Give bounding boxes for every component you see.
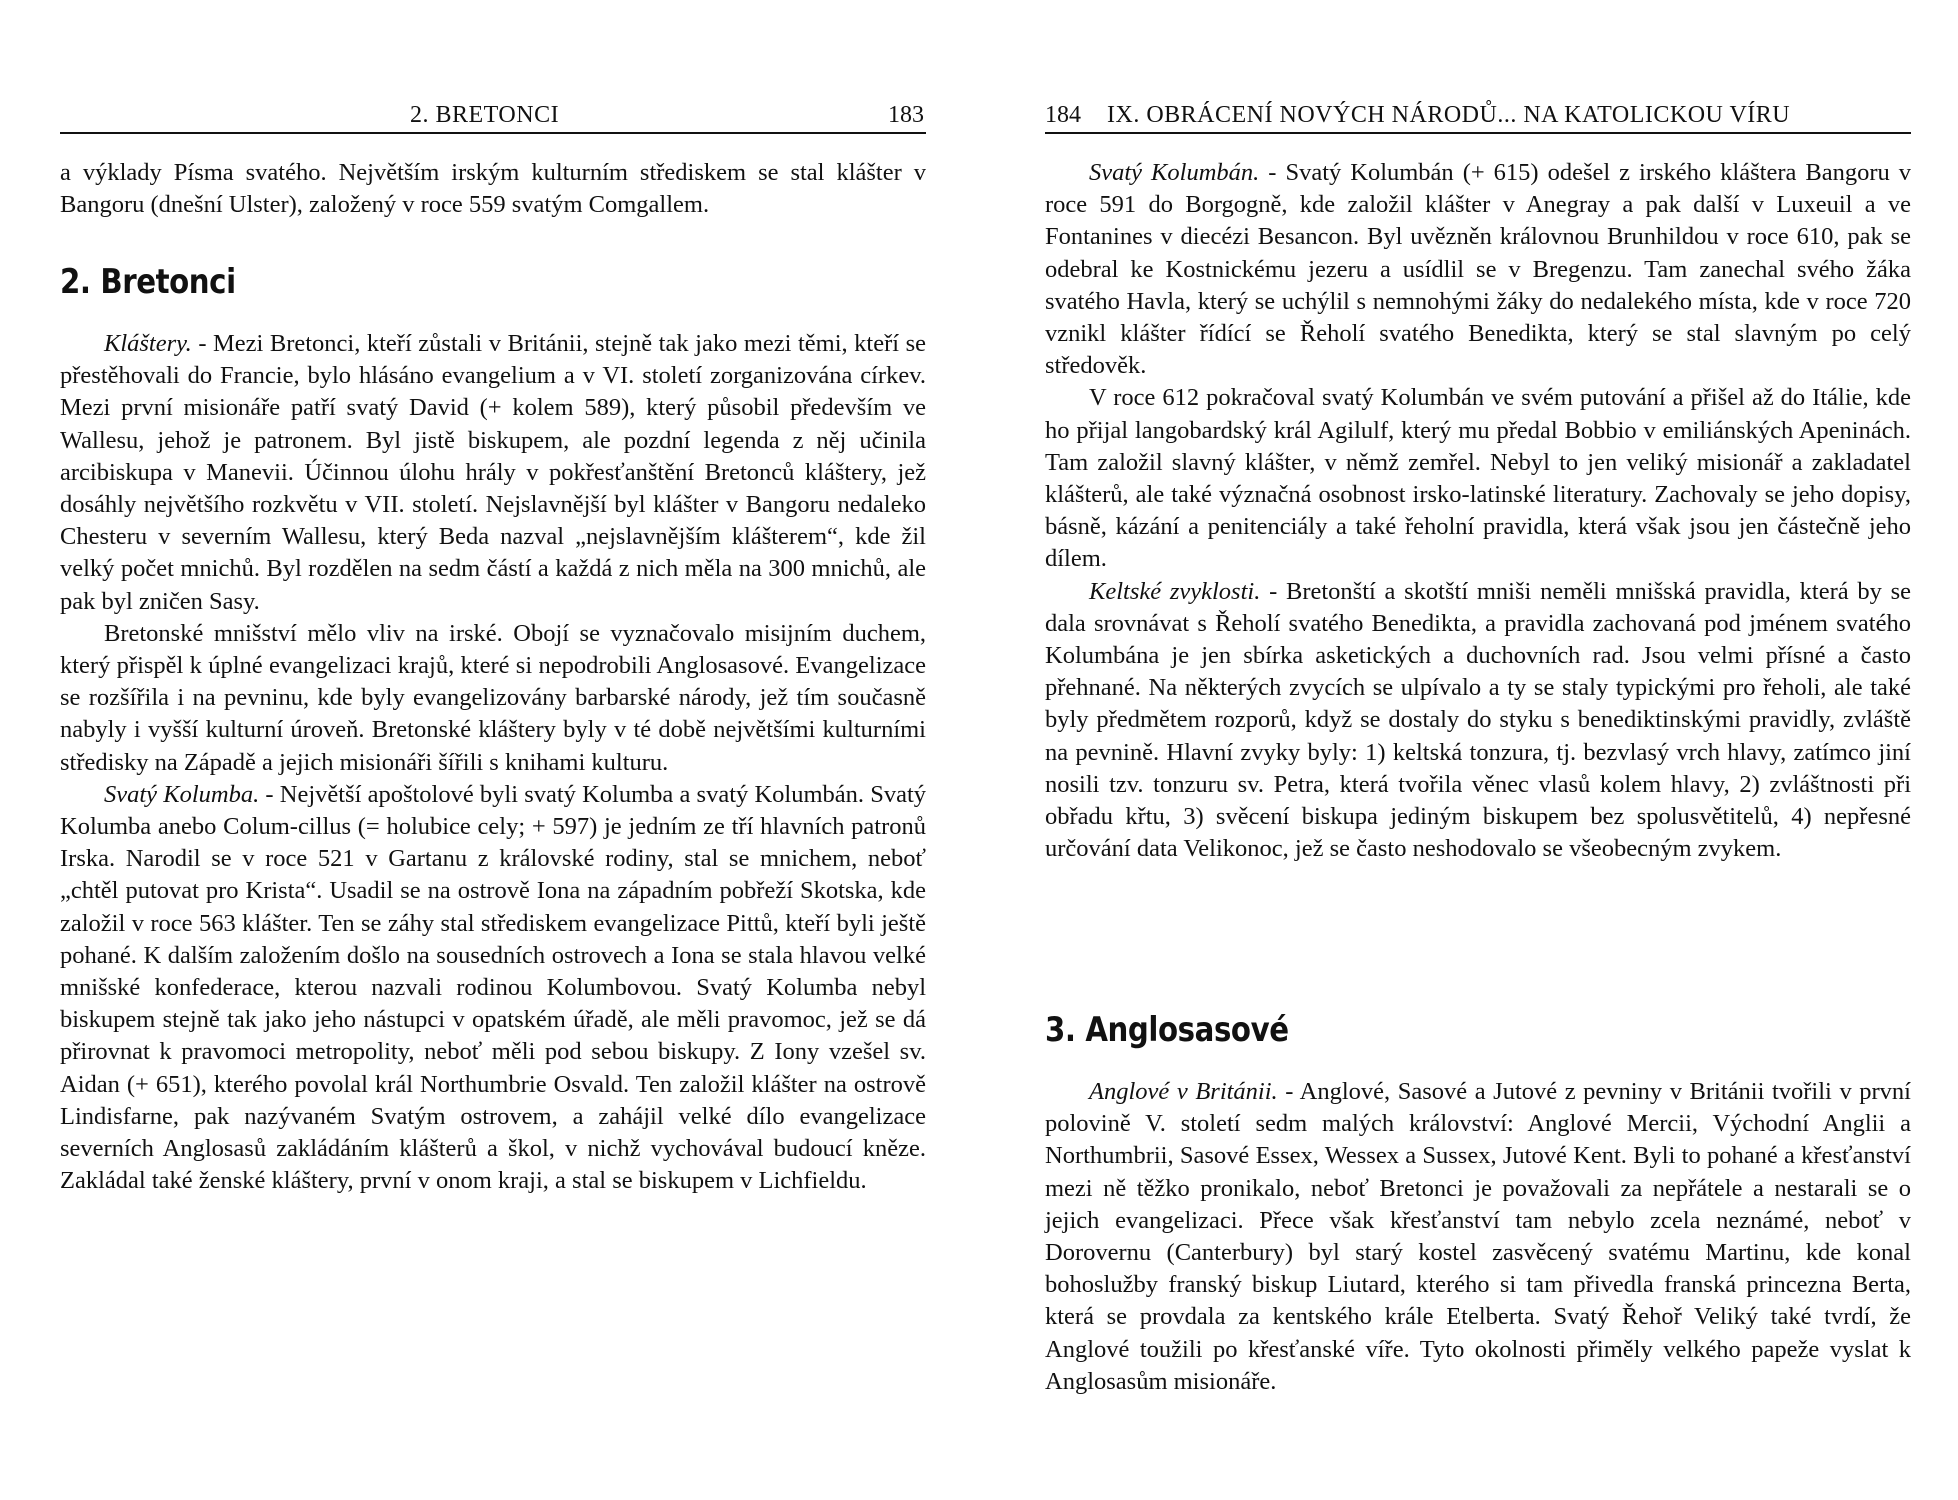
paragraph-text: - Bretonští a skotští mniši neměli mnišská pravidla, která by se dala srovnávat s Řeholí svatého Benedikta, a pravidla zachovaná pod jménem svatého Kolumbána je jen sbírka asketických a duchovních rad. Jsou velmi přísné a často přehnané. Na některých zvycích se ulpívalo a ty se staly typickými pro řeholi, ale také byly předmětem rozporů, když se dostaly do styku s benediktinskými pravidly, zvláště na pevnině. Hlavní zvyky byly: 1) keltská tonzura, tj. bezvlasý vrch hlavy, zatímco jiní nosili tzv. tonzuru sv. Petra, která tvořila věnec vlasů kolem hlavy, 2) zvláštnosti při obřadu křtu, 3) svěcení biskupa jediným biskupem bez spolusvětitelů, 4) nepřesné určování data Velikonoc, jež se často neshodovalo se všeobecným zvykem. [1045,577,1911,863]
right-page-number: 184 [1045,102,1081,128]
paragraph-lead: Kláštery. [104,330,192,357]
paragraph-text: - Mezi Bretonci, kteří zůstali v Británii, stejně tak jako mezi těmi, kteří se přestěhovali do Francie, bylo hlásáno evangelium a v VI. století zorganizována církev. Mezi první misionáře patří svatý David (+ kolem 589), který působil především ve Wallesu, jehož je patronem. Byl jistě biskupem, ale pozdní legenda z něj učinila arcibiskupa v Manevii. Účinnou úlohu hrály v pokřesťanštění Bretonců kláštery, jež dosáhly největšího rozkvětu v VII. století. Nejslavnější byl klášter v Bangoru nedaleko Chesteru v severním Wallesu, který Beda nazval „nejslavnějším klášterem“, kde žil velký počet mnichů. Byl rozdělen na sedm částí a každá z nich měla na 300 mnichů, ale pak byl zničen Sasy. [60,330,926,615]
right-body-bottom [1045,1076,1911,1398]
left-continued-text [60,157,926,221]
section-heading-bretonci: 2. Bretonci [60,262,236,302]
paragraph-lead: Anglové v Británii. [1089,1078,1278,1105]
paragraph-lead: Keltské zvyklosti. [1089,577,1261,605]
left-page [60,0,926,1500]
right-header-title: IX. OBRÁCENÍ NOVÝCH NÁRODŮ... NA KATOLICKOU VÍRU [1107,102,1791,128]
paragraph-svaty-kolumba [60,779,926,1198]
left-running-head [60,98,926,134]
paragraph-text: - Svatý Kolumbán (+ 615) odešel z irského kláštera Bangoru v roce 591 do Borgogně, kde založil klášter v Anegray a pak další v Luxeuil a ve Fontanines v diecézi Besancon. Byl uvězněn královnou Brunhildou v roce 610, pak se odebral ke Kostnickému jezeru a usídlil se v Bregenzu. Tam zanechal svého žáka svatého Havla, který se uchýlil s nemnohými žáky do nedalekého místa, kde v roce 720 vznikl klášter řídící se Řeholí svatého Benedikta, který se stal slavným po celý středověk. [1045,159,1911,380]
continued-paragraph: a výklady Písma svatého. Největším irským kulturním střediskem se stal klášter v Bangoru (dnešní Ulster), založený v roce 559 svatým Comgallem. [60,159,926,219]
left-header-title: 2. BRETONCI [410,102,560,128]
right-page [1045,0,1911,1500]
paragraph-klastery [60,328,926,618]
paragraph-v-roce-612 [1045,382,1911,575]
paragraph-text: - Anglové, Sasové a Jutové z pevniny v Británii tvořili v první polovině V. století sedm malých království: Anglové Mercii, Východní Anglii a Northumbrii, Sasové Essex, Wessex a Sussex, Jutové Kent. Byli to pohané a křesťanství mezi ně těžko pronikalo, neboť Bretonci je považovali za nepřátele a nestarali se o jejich evangelizaci. Přece však křesťanství tam nebylo zcela neznámé, neboť v Dorovernu (Canterbury) byl starý kostel zasvěcený svatému Martinu, kde konal bohoslužby franský biskup Liutard, kterého si tam přivedla franská princezna Berta, která se provdala za kentského krále Etelberta. Svatý Řehoř Veliký také tvrdí, že Anglové toužili po křesťanské víře. Tyto okolnosti přiměly velkého papeže vyslat k Anglosasům misionáře. [1045,1078,1911,1395]
paragraph-anglove-v-britanii [1045,1076,1911,1398]
paragraph-text: V roce 612 pokračoval svatý Kolumbán ve svém putování a přišel až do Itálie, kde ho přijal langobardský král Agilulf, který mu předal Bobbio v emiliánských Apeninách. Tam založil slavný klášter, v němž zemřel. Nebyl to jen veliký misionář a zakladatel klášterů, ale také význačná osobnost irsko-latinské literatury. Zachovaly se jeho dopisy, básně, kázání a penitenciály a také řeholní pravidla, která však jsou jen částečně jeho dílem. [1045,384,1911,573]
paragraph-keltske-zvyklosti [1045,576,1911,866]
paragraph-lead: Svatý Kolumba. [104,780,260,808]
left-page-number: 183 [888,102,924,128]
paragraph-text: Bretonské mnišství mělo vliv na irské. Obojí se vyznačovalo misijním duchem, který přispěl k úplné evangelizaci krajů, které si nepodrobili Anglosasové. Evangelizace se rozšířila i na pevninu, kde byly evangelizovány barbarské národy, jež tím současně nabyly i vyšší kulturní úroveň. Bretonské kláštery byly v té době největšími kulturními středisky na Západě a jejich misionáři šířili s knihami kulturu. [60,619,926,776]
paragraph-lead: Svatý Kolumbán. [1089,159,1260,186]
paragraph-svaty-kolumban [1045,157,1911,382]
right-running-head [1045,98,1911,134]
right-body-top [1045,157,1911,865]
paragraph-text: - Největší apoštolové byli svatý Kolumba a svatý Kolumbán. Svatý Kolumba anebo Colum-cillus (= holubice cely; + 597) je jedním ze tří hlavních patronů Irska. Narodil se v roce 521 v Gartanu z královské rodiny, stal se mnichem, neboť „chtěl putovat pro Krista“. Usadil se na ostrově Iona na západním pobřeží Skotska, kde založil v roce 563 klášter. Ten se záhy stal střediskem evangelizace Pittů, kteří byli ještě pohané. K dalším založením došlo na sousedních ostrovech a Iona se stala hlavou velké mnišské konfederace, kterou nazvali rodinou Kolumbovou. Svatý Kolumba nebyl biskupem stejně tak jako jeho nástupci v opatském úřadě, ale měli pravomoc, jež se dá přirovnat k pravomoci metropolity, neboť měli pod sebou biskupy. Z Iony vzešel sv. Aidan (+ 651), kterého povolal král Northumbrie Osvald. Ten založil klášter na ostrově Lindisfarne, pak nazývaném Svatým ostrovem, a zahájil velké dílo evangelizace severních Anglosasů zakládáním klášterů a škol, v nichž vychovával budoucí kněze. Zakládal také ženské kláštery, první v onom kraji, a stal se biskupem v Lichfieldu. [60,780,926,1195]
section-heading-anglosasove: 3. Anglosasové [1045,1010,1289,1050]
paragraph-bretonske-mnisstvi [60,618,926,779]
left-body [60,328,926,1197]
